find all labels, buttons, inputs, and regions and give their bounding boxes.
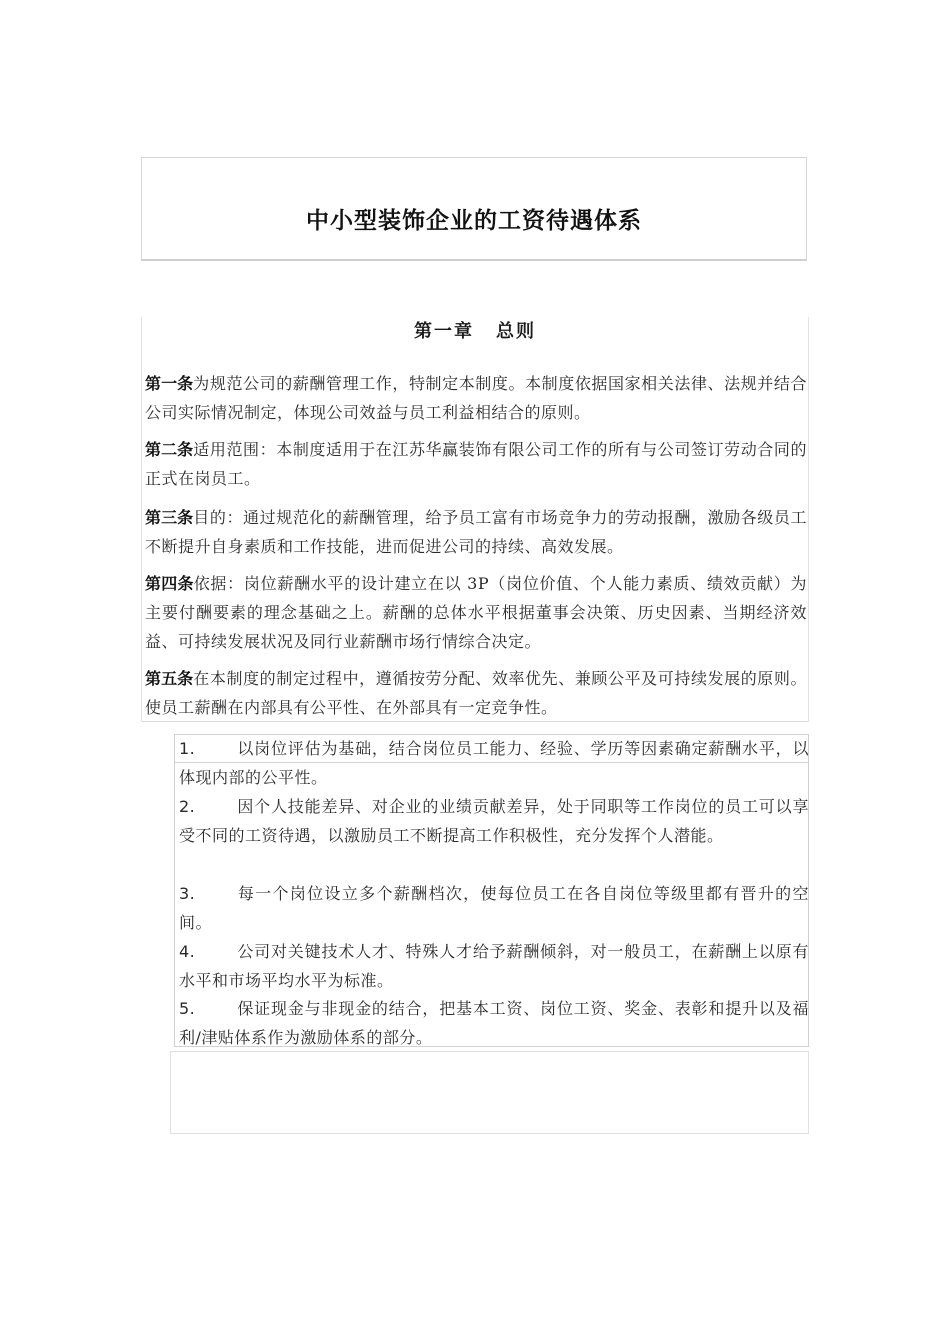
article-5 bbox=[145, 664, 807, 722]
document-title: 中小型装饰企业的工资待遇体系 bbox=[306, 208, 642, 234]
list-text: 公司对关键技术人才、特殊人才给予薪酬倾斜，对一般员工，在薪酬上以原有水平和市场平均水平为标准。 bbox=[179, 942, 809, 990]
article-3 bbox=[145, 503, 807, 561]
list-item bbox=[179, 734, 809, 792]
list-text: 保证现金与非现金的结合，把基本工资、岗位工资、奖金、表彰和提升以及福利/津贴体系作为激励体系的部分。 bbox=[179, 999, 809, 1047]
article-label: 第三条 bbox=[145, 508, 194, 527]
principles-list bbox=[174, 734, 809, 1047]
list-item bbox=[179, 792, 809, 850]
article-label: 第二条 bbox=[145, 440, 194, 459]
article-1 bbox=[145, 369, 807, 427]
article-text: 依据：岗位薪酬水平的设计建立在以 3P（岗位价值、个人能力素质、绩效贡献）为主要付酬要素的理念基础之上。薪酬的总体水平根据董事会决策、历史因素、当期经济效益、可持续发展状况及同行业薪酬市场行情综合决定。 bbox=[145, 574, 807, 651]
list-number: 2. bbox=[179, 797, 196, 816]
list-text: 每一个岗位设立多个薪酬档次，使每位员工在各自岗位等级里都有晋升的空间。 bbox=[179, 884, 809, 932]
chapter-section bbox=[141, 317, 809, 722]
empty-table-cell bbox=[170, 1051, 809, 1134]
list-number: 4. bbox=[179, 942, 196, 961]
article-2 bbox=[145, 435, 807, 493]
list-number: 5. bbox=[179, 999, 196, 1018]
list-number: 1. bbox=[179, 739, 196, 758]
article-text: 为规范公司的薪酬管理工作，特制定本制度。本制度依据国家相关法律、法规并结合公司实际情况制定，体现公司效益与员工利益相结合的原则。 bbox=[145, 374, 807, 422]
article-4 bbox=[145, 569, 807, 656]
chapter-name: 总则 bbox=[496, 321, 536, 342]
list-item bbox=[179, 879, 809, 937]
list-number: 3. bbox=[179, 884, 196, 903]
chapter-heading bbox=[142, 317, 808, 343]
article-text: 适用范围：本制度适用于在江苏华赢装饰有限公司工作的所有与公司签订劳动合同的正式在岗员工。 bbox=[145, 440, 807, 488]
article-text: 目的：通过规范化的薪酬管理，给予员工富有市场竞争力的劳动报酬，激励各级员工不断提升自身素质和工作技能，进而促进公司的持续、高效发展。 bbox=[145, 508, 807, 556]
title-box bbox=[141, 157, 807, 261]
article-label: 第四条 bbox=[145, 574, 194, 593]
article-label: 第一条 bbox=[145, 374, 194, 393]
article-label: 第五条 bbox=[145, 669, 194, 688]
chapter-number: 第一章 bbox=[414, 321, 474, 342]
list-text: 以岗位评估为基础，结合岗位员工能力、经验、学历等因素确定薪酬水平，以体现内部的公平性。 bbox=[179, 739, 809, 787]
list-item bbox=[179, 937, 809, 995]
list-item bbox=[179, 994, 809, 1052]
list-text: 因个人技能差异、对企业的业绩贡献差异，处于同职等工作岗位的员工可以享受不同的工资待遇，以激励员工不断提高工作积极性，充分发挥个人潜能。 bbox=[179, 797, 809, 845]
article-text: 在本制度的制定过程中，遵循按劳分配、效率优先、兼顾公平及可持续发展的原则。使员工薪酬在内部具有公平性、在外部具有一定竞争性。 bbox=[145, 669, 807, 717]
